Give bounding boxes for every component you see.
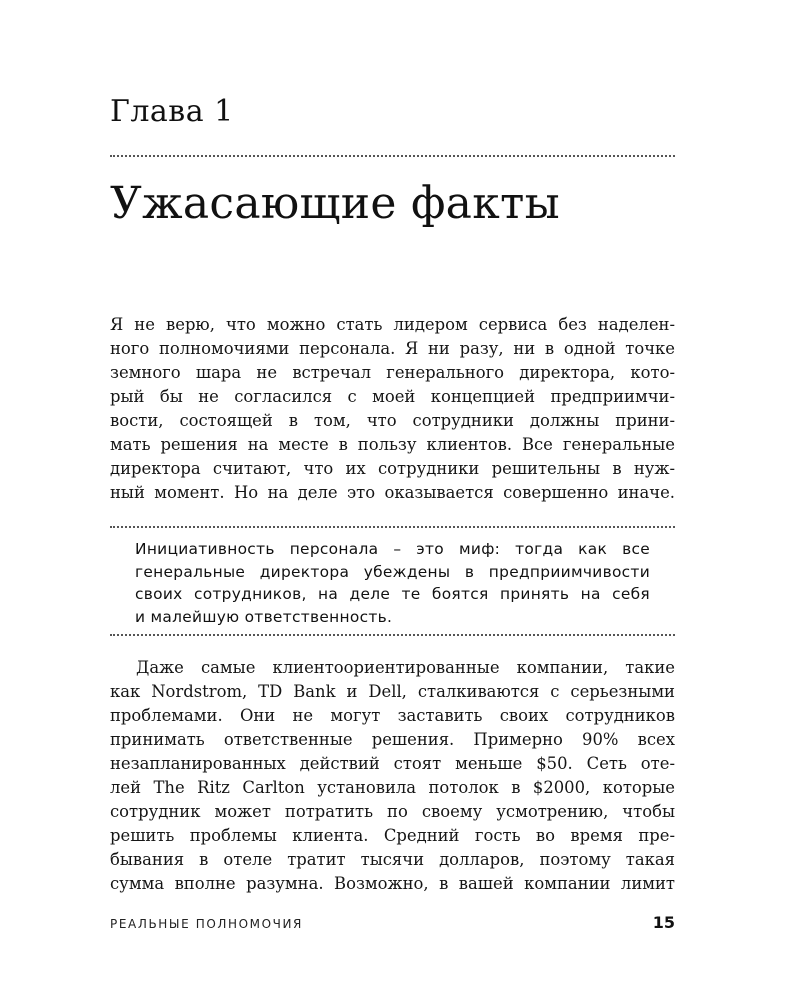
chapter-label: Глава 1 [110, 94, 234, 129]
text-line: рый бы не согласился с моей концепцией предприимчи- [110, 387, 675, 406]
text-line: мать решения на месте в пользу клиентов. Все генеральные [110, 435, 675, 454]
text-line: бывания в отеле тратит тысячи долларов, поэтому такая [110, 850, 675, 869]
text-line: решить проблемы клиента. Средний гость во время пре- [110, 826, 675, 845]
text-line: лей The Ritz Carlton установила потолок в $2000, которые [110, 778, 675, 797]
text-line: ного полномочиями персонала. Я ни разу, ни в одной точке [110, 339, 675, 358]
text-line: незапланированных действий стоят меньше $50. Сеть оте- [110, 754, 675, 773]
quote-line: генеральные директора убеждены в предприимчивости [135, 562, 650, 581]
text-line: директора считают, что их сотрудники решительны в нуж- [110, 459, 675, 478]
chapter-divider [110, 155, 675, 157]
text-line: Даже самые клиентоориентированные компании, такие [136, 658, 675, 677]
text-line: принимать ответственные решения. Примерно 90% всех [110, 730, 675, 749]
text-line: проблемами. Они не могут заставить своих сотрудников [110, 706, 675, 725]
pull-quote [135, 538, 650, 628]
text-line: ный момент. Но на деле это оказывается совершенно иначе. [110, 483, 675, 502]
text-line: сумма вполне разумна. Возможно, в вашей компании лимит [110, 874, 675, 893]
text-line: вости, состоящей в том, что сотрудники должны прини- [110, 411, 675, 430]
text-line: сотрудник может потратить по своему усмотрению, чтобы [110, 802, 675, 821]
body-paragraph [110, 656, 675, 896]
text-line: как Nordstrom, TD Bank и Dell, сталкиваются с серьезными [110, 682, 675, 701]
callout-top-divider [110, 526, 675, 528]
chapter-title: Ужасающие факты [110, 178, 560, 229]
intro-paragraph [110, 313, 675, 505]
quote-line: и малейшую ответственность. [135, 607, 393, 626]
quote-line: Инициативность персонала – это миф: тогда как все [135, 540, 650, 558]
page-number: 15 [652, 913, 675, 932]
callout-bottom-divider [110, 634, 675, 636]
text-line: земного шара не встречал генерального директора, кото- [110, 363, 675, 382]
text-line: Я не верю, что можно стать лидером сервиса без наделен- [110, 315, 675, 334]
quote-line: своих сотрудников, на деле те боятся принять на себя [135, 585, 650, 603]
running-head: РЕАЛЬНЫЕ ПОЛНОМОЧИЯ [110, 917, 303, 931]
